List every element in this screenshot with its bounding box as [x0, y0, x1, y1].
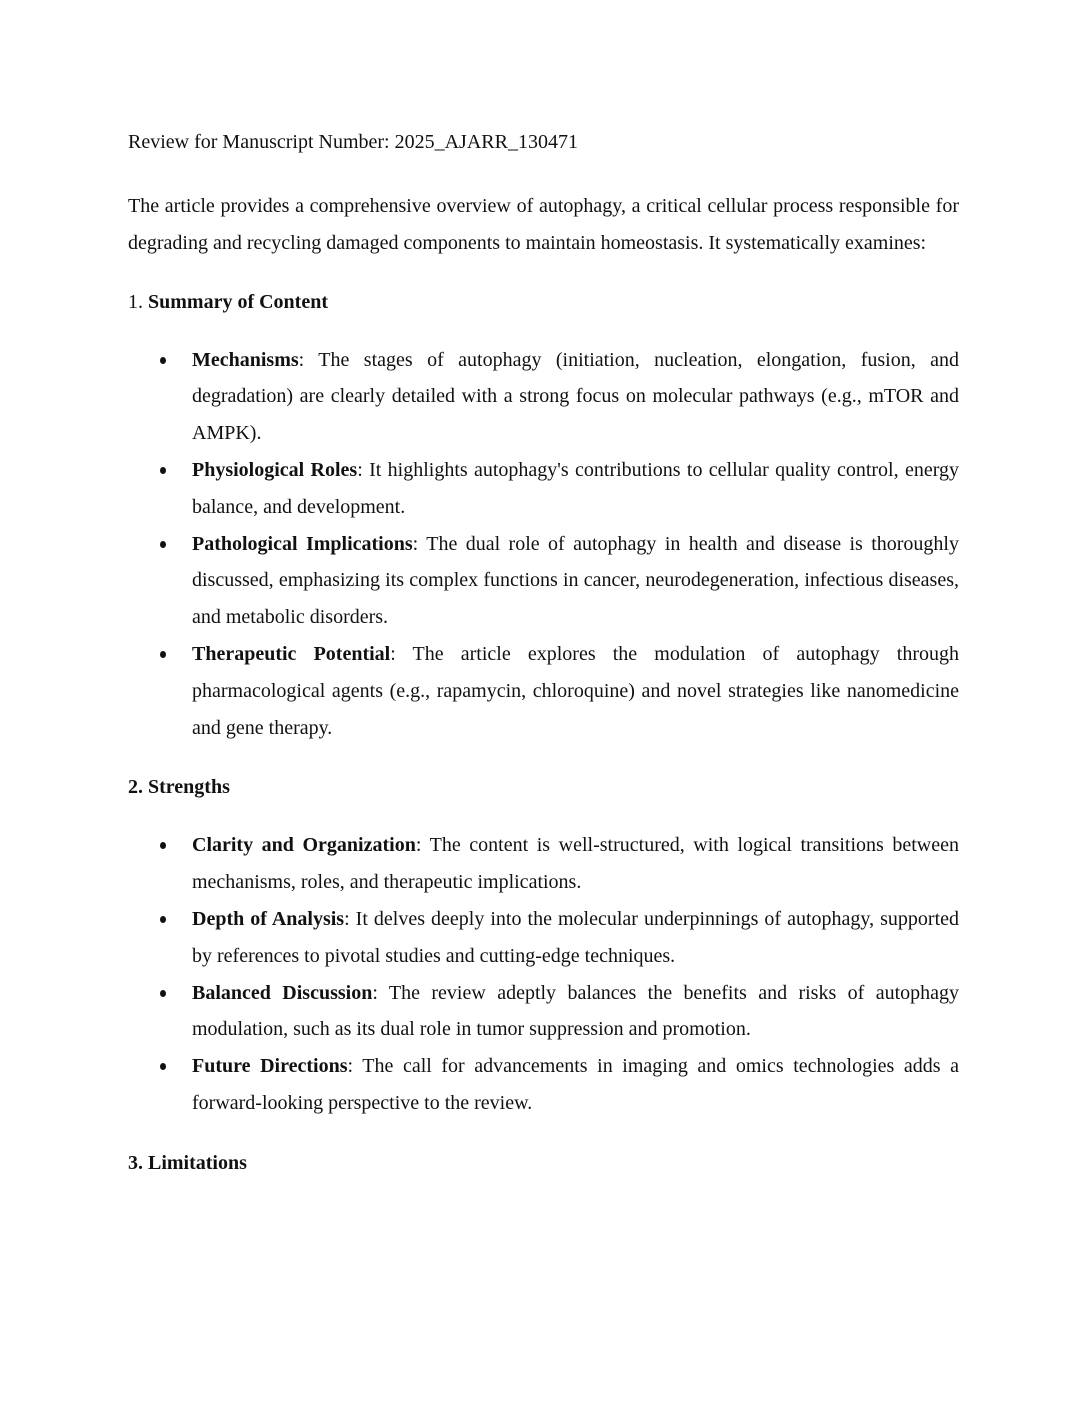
bullet-icon [160, 541, 166, 548]
section-number: 3. [128, 1151, 148, 1174]
section-heading-strengths [128, 771, 959, 803]
list-item [128, 452, 959, 526]
bullet-icon [160, 651, 166, 658]
item-term: Therapeutic Potential [192, 642, 391, 665]
bullet-icon [160, 1063, 166, 1070]
item-term: Balanced Discussion [192, 981, 373, 1004]
item-text: : The content is well-structured, with logical transitions between mechanisms, roles, and therapeutic implications. [192, 834, 959, 894]
bullet-icon [160, 357, 166, 364]
item-text: : The stages of autophagy (initiation, nucleation, elongation, fusion, and degradation) are clearly detailed with a strong focus on molecular pathways (e.g., mTOR and AMPK). [192, 348, 959, 445]
item-text: : It delves deeply into the molecular underpinnings of autophagy, supported by references to pivotal studies and cutting-edge techniques. [192, 907, 960, 967]
item-term: Pathological Implications [192, 532, 413, 555]
item-text: : The article explores the modulation of autophagy through pharmacological agents (e.g., rapamycin, chloroquine) and novel strategies like nanomedicine and gene therapy. [192, 642, 959, 739]
item-text: : The review adeptly balances the benefits and risks of autophagy modulation, such as its dual role in tumor suppression and promotion. [192, 981, 959, 1041]
item-text: : The dual role of autophagy in health and disease is thoroughly discussed, emphasizing its complex functions in cancer, neurodegeneration, infectious diseases, and metabolic disorders. [192, 532, 959, 629]
summary-list [128, 342, 959, 747]
strengths-list [128, 827, 959, 1121]
bullet-icon [160, 990, 166, 997]
section-title: Strengths [148, 776, 230, 799]
list-item [128, 1048, 959, 1122]
list-item [128, 901, 959, 975]
item-term: Depth of Analysis [192, 907, 345, 930]
list-item [128, 975, 959, 1049]
list-item [128, 636, 959, 746]
document-page [128, 126, 959, 1203]
list-item [128, 526, 959, 636]
item-text: : It highlights autophagy's contributions to cellular quality control, energy balance, and development. [192, 458, 959, 518]
intro-paragraph: The article provides a comprehensive overview of autophagy, a critical cellular process responsible for degrading and recycling damaged components to maintain homeostasis. It systematically examines: [128, 195, 959, 254]
section-heading-limitations [128, 1147, 959, 1179]
section-heading-summary [128, 286, 959, 318]
item-text: : The call for advancements in imaging and omics technologies adds a forward-looking perspective to the review. [192, 1055, 959, 1114]
section-title: Summary of Content [148, 290, 328, 313]
bullet-icon [160, 467, 166, 474]
section-number: 2. [128, 776, 148, 799]
item-term: Physiological Roles [192, 458, 358, 481]
section-number: 1. [128, 290, 148, 313]
item-term: Clarity and Organization [192, 834, 416, 857]
section-title: Limitations [148, 1151, 247, 1174]
list-item [128, 342, 959, 452]
list-item [128, 827, 959, 901]
bullet-icon [160, 842, 166, 849]
document-title: Review for Manuscript Number: 2025_AJARR_130471 [128, 131, 578, 153]
item-term: Mechanisms [192, 348, 299, 371]
bullet-icon [160, 916, 166, 923]
item-term: Future Directions [192, 1055, 348, 1078]
